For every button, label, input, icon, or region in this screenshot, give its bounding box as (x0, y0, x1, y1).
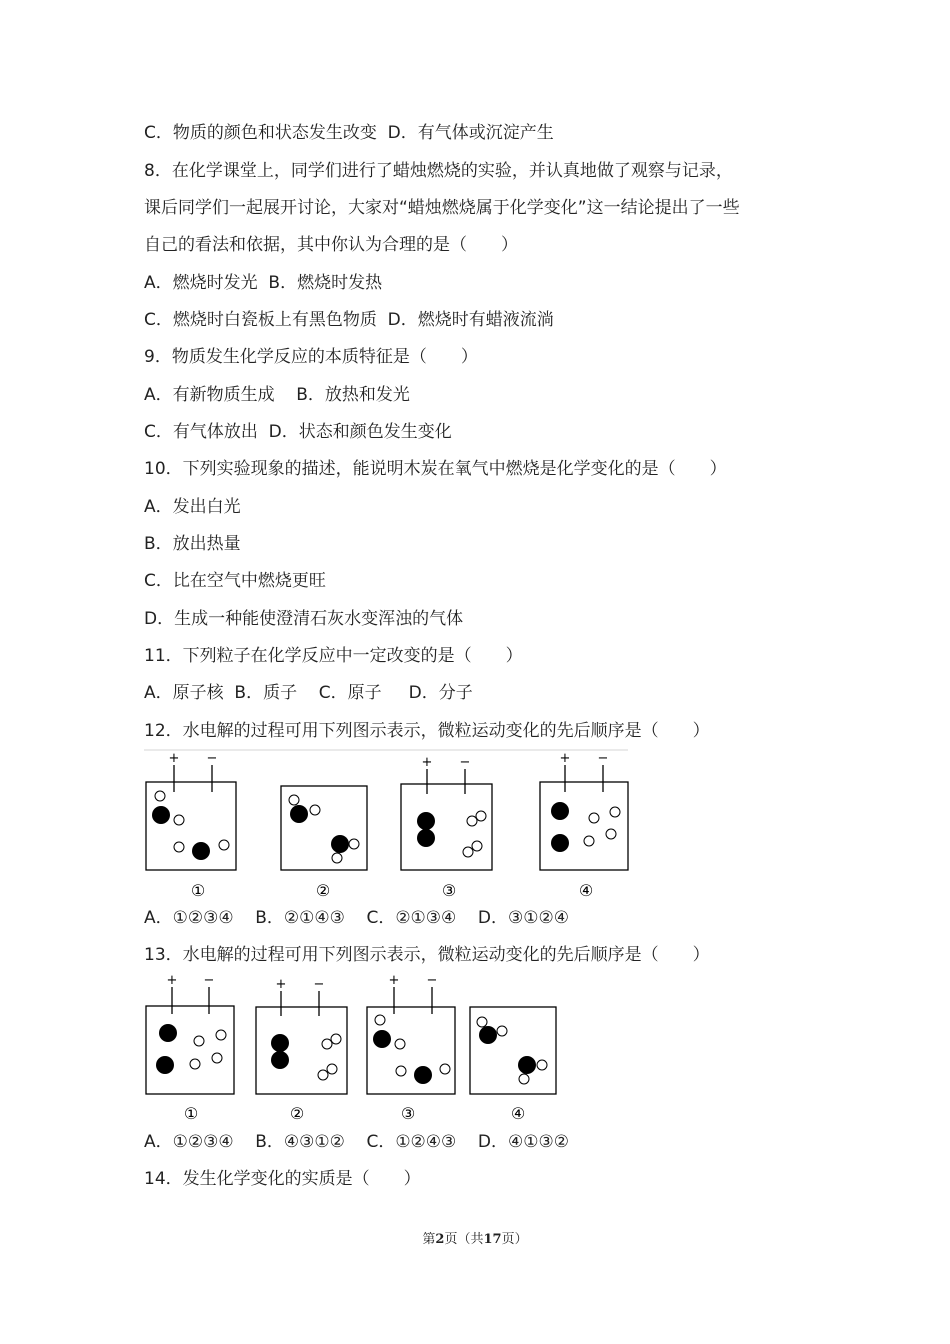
q12-options: A．①②③④ B．②①④③ C．②①③④ D．③①②④ (144, 908, 569, 928)
question-12: 12．水电解的过程可用下列图示表示，微粒运动变化的先后顺序是（ ） (144, 721, 710, 741)
question-11: 11．下列粒子在化学反应中一定改变的是（ ） (144, 646, 523, 666)
minus-sign: − (206, 751, 218, 766)
minus-sign: − (313, 977, 325, 992)
q13-panel-2 (256, 977, 347, 1123)
question-13: 13．水电解的过程可用下列图示表示，微粒运动变化的先后顺序是（ ） (144, 945, 710, 965)
q12-electrolysis-diagram (140, 748, 640, 908)
diagram-label: ① (190, 881, 206, 900)
q13-electrolysis-diagram (140, 970, 570, 1130)
question-8: 8．在化学课堂上，同学们进行了蜡烛燃烧的实验，并认真地做了观察与记录， (144, 161, 733, 181)
text-line: C．物质的颜色和状态发生改变 D．有气体或沉淀产生 (144, 123, 554, 143)
option-line: A．有新物质生成 B．放热和发光 (144, 385, 410, 405)
footer-total-pages: 17 (483, 1232, 502, 1247)
q12-panel-2 (281, 786, 367, 900)
question-10: 10．下列实验现象的描述，能说明木炭在氧气中燃烧是化学变化的是（ ） (144, 459, 727, 479)
q12-panel-1 (146, 751, 236, 900)
plus-sign: + (388, 973, 400, 988)
q13-panel-1 (146, 973, 234, 1123)
diagram-label: ② (289, 1104, 305, 1123)
q13-panel-3 (367, 973, 455, 1123)
option-line: A．燃烧时发光 B．燃烧时发热 (144, 273, 383, 293)
minus-sign: − (459, 755, 471, 770)
plus-sign: + (166, 973, 178, 988)
q12-panel-4 (540, 751, 628, 900)
minus-sign: − (426, 973, 438, 988)
option-line: A．原子核 B．质子 C．原子 D．分子 (144, 683, 473, 703)
option-line: D．生成一种能使澄清石灰水变浑浊的气体 (144, 609, 464, 629)
diagram-label: ③ (400, 1104, 416, 1123)
option-line: A．发出白光 (144, 497, 241, 517)
diagram-label: ④ (510, 1104, 526, 1123)
minus-sign: − (597, 751, 609, 766)
question-9: 9．物质发生化学反应的本质特征是（ ） (144, 347, 478, 367)
diagram-label: ③ (441, 881, 457, 900)
footer-mid: 页（共 (444, 1232, 484, 1247)
plus-sign: + (168, 751, 180, 766)
option-line: C．燃烧时白瓷板上有黑色物质 D．燃烧时有蜡液流淌 (144, 310, 554, 330)
plus-sign: + (275, 977, 287, 992)
text-line: 自己的看法和依据，其中你认为合理的是（ ） (144, 235, 518, 255)
option-line: C．有气体放出 D．状态和颜色发生变化 (144, 422, 452, 442)
plus-sign: + (421, 755, 433, 770)
option-line: C．比在空气中燃烧更旺 (144, 571, 326, 591)
page-footer (0, 1228, 950, 1247)
footer-prefix: 第 (422, 1232, 436, 1247)
plus-sign: + (559, 751, 571, 766)
diagram-label: ② (315, 881, 331, 900)
q12-panel-3 (401, 755, 492, 900)
footer-page-number: 2 (435, 1232, 445, 1247)
footer-suffix: 页） (501, 1232, 528, 1247)
q13-panel-4 (470, 1007, 556, 1123)
text-line: 课后同学们一起展开讨论，大家对“蜡烛燃烧属于化学变化”这一结论提出了一些 (144, 198, 740, 218)
diagram-label: ④ (578, 881, 594, 900)
q13-options: A．①②③④ B．④③①② C．①②④③ D．④①③② (144, 1132, 569, 1152)
minus-sign: − (203, 973, 215, 988)
question-14: 14．发生化学变化的实质是（ ） (144, 1169, 421, 1189)
option-line: B．放出热量 (144, 534, 241, 554)
diagram-label: ① (183, 1104, 199, 1123)
